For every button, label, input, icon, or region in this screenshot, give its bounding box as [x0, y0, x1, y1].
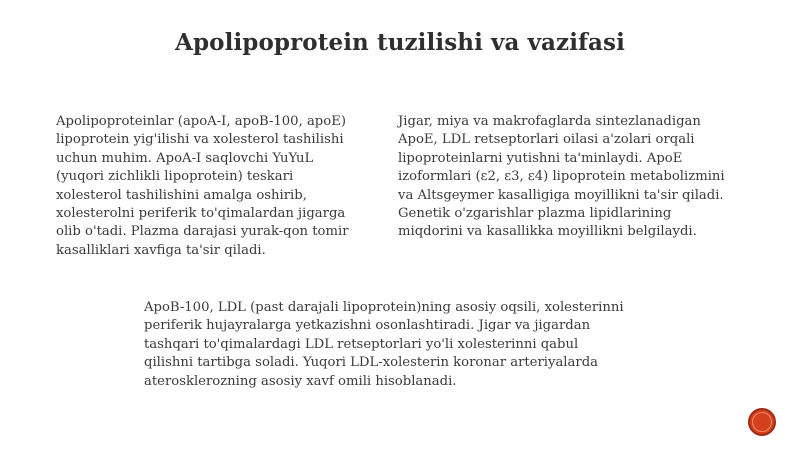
paragraph-right: Jigar, miya va makrofaglarda sintezlanadigan ApoE, LDL retseptorlari oilasi a'zolari orqali lipoproteinlarni yutishni ta'minlaydi. ApoE izoformlari (ε2, ε3, ε4) lipoprotein metabolizmini va Altsgeymer kasalligiga moyillikni ta'sir qiladi. Genetik o'zgarishlar plazma lipidlarining miqdorini va kasallikka moyillikni belgilaydi. [398, 114, 725, 240]
paragraph-left: Apolipoproteinlar (apoA-I, apoB-100, apoE) lipoprotein yig'ilishi va xolesterol tashilishi uchun muhim. ApoA-I saqlovchi YuYuL (yuqori zichlikli lipoprotein) teskari xolesterol tashilishini amalga oshirib, xolesterolni periferik to'qimalardan jigarga olib o'tadi. Plazma darajasi yurak-qon tomir kasalliklari xavfiga ta'sir qiladi. [56, 114, 349, 258]
nav-button-ring [752, 412, 772, 432]
circle-nav-icon[interactable] [748, 408, 776, 436]
paragraph-bottom: ApoB-100, LDL (past darajali lipoprotein)ning asosiy oqsili, xolesterinni periferik hujayralarga yetkazishni osonlashtiradi. Jigar va jigardan tashqari to'qimalardagi LDL retseptorlari yo'li xolesterinni qabul qilishni tartibga soladi. Yuqori LDL-xolesterin koronar arteriyalarda aterosklerozning asosiy xavf omili hisoblanadi. [144, 300, 624, 389]
slide-title: Apolipoprotein tuzilishi va vazifasi [175, 29, 625, 56]
